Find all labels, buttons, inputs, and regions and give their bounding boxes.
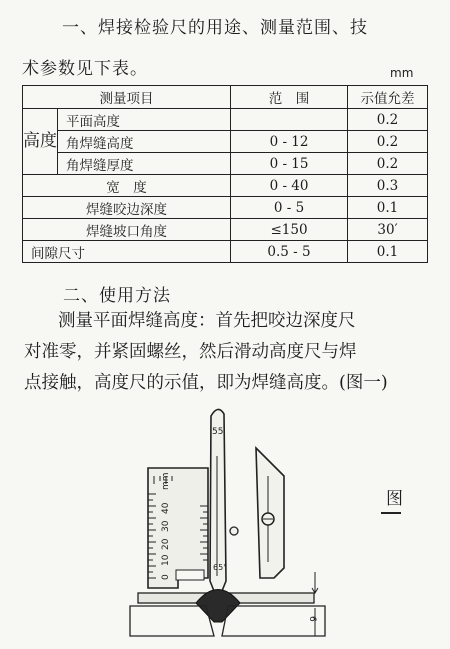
scale-number: 30 — [161, 520, 171, 532]
intro-line-2: 术参数见下表。 — [22, 59, 148, 79]
intro-line-1: 一、焊接检验尺的用途、测量范围、技 — [62, 18, 368, 38]
table-row — [23, 131, 428, 153]
row-item: 宽 度 — [23, 175, 231, 197]
figure-caption-num-stroke — [381, 512, 401, 514]
paragraph-line: 点接触，高度尺的示值，即为焊缝高度。(图一) — [24, 373, 388, 393]
header-item: 测量项目 — [23, 86, 231, 109]
row-item: 焊缝坡口角度 — [23, 219, 231, 241]
workpiece-left — [130, 606, 214, 636]
table-row — [23, 197, 428, 219]
height-group-label: 高度 — [23, 109, 58, 175]
row-item: 焊缝咬边深度 — [23, 197, 231, 219]
pivot-screw — [230, 527, 238, 535]
dimension-label: 6 — [307, 616, 317, 622]
scale-number: 10 — [161, 554, 171, 566]
row-tolerance: 0.3 — [348, 175, 428, 197]
ruler-window — [176, 570, 204, 580]
row-range: 0 - 12 — [231, 131, 348, 153]
scale-unit: mm — [161, 472, 171, 490]
row-tolerance: 0.1 — [348, 197, 428, 219]
scale-number: 20 — [161, 538, 171, 550]
row-range — [231, 109, 348, 131]
weld-gauge-figure — [110, 396, 350, 649]
table-row — [23, 109, 428, 131]
angle-label: 65° — [213, 563, 228, 572]
row-tolerance: 0.2 — [348, 109, 428, 131]
header-range: 范 围 — [231, 86, 348, 109]
unit-label: mm — [390, 66, 414, 80]
table-row — [23, 219, 428, 241]
row-item: 角焊缝高度 — [58, 131, 231, 153]
row-item: 角焊缝厚度 — [58, 153, 231, 175]
paragraph-line: 对准零，并紧固螺丝，然后滑动高度尺与焊 — [24, 342, 357, 362]
row-range: 0 - 15 — [231, 153, 348, 175]
row-tolerance: 0.1 — [348, 241, 428, 263]
row-item: 平面高度 — [58, 109, 231, 131]
section-2-title: 二、使用方法 — [63, 286, 171, 306]
paragraph-line: 测量平面焊缝高度：首先把咬边深度尺 — [58, 311, 356, 331]
usage-paragraph — [24, 306, 434, 399]
row-tolerance: 0.2 — [348, 153, 428, 175]
height-blade — [210, 409, 226, 601]
table-row — [23, 153, 428, 175]
table-header-row — [23, 86, 428, 109]
row-range: 0.5 - 5 — [231, 241, 348, 263]
figure-caption-char: 图 — [386, 489, 403, 509]
row-range: 0 - 40 — [231, 175, 348, 197]
row-range: ≤150 — [231, 219, 348, 241]
table-row — [23, 241, 428, 263]
scale-number: 0 — [161, 574, 171, 580]
row-tolerance: 30′ — [348, 219, 428, 241]
row-range: 0 - 5 — [231, 197, 348, 219]
scale-number: 40 — [161, 502, 171, 514]
table-row — [23, 175, 428, 197]
header-tolerance: 示值允差 — [348, 86, 428, 109]
spec-table — [22, 85, 428, 263]
row-item: 间隙尺寸 — [23, 241, 231, 263]
row-tolerance: 0.2 — [348, 131, 428, 153]
blade-label: 55 — [212, 427, 224, 437]
